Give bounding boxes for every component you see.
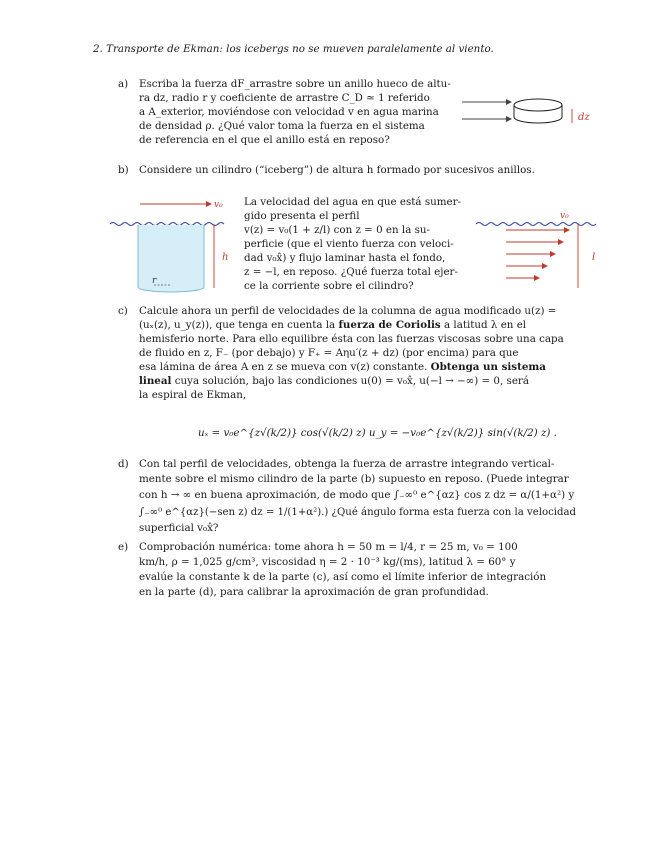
part-d-line: ∫₋∞⁰ e^{αz}(−sen z) dz = 1/(1+α²).) ¿Qué ángulo forma esta fuerza con la velocidad [139,506,577,518]
part-e-line: Comprobación numérica: tome ahora h = 50 m = l/4, r = 25 m, v₀ = 100 [139,541,518,553]
part-a-line: Escriba la fuerza dF_arrastre sobre un anillo hueco de altu- [139,78,451,90]
part-c-line [139,361,546,374]
iceberg-body [138,225,204,287]
ring-bottom [514,117,562,123]
ring-figure [462,88,602,150]
part-c-line: la espiral de Ekman, [139,389,247,401]
height-label: h [222,252,229,263]
profile-arrow-head [558,239,564,245]
part-c-line6-text: cuya solución, bajo las condiciones u(0) = v₀x̂, u(−l → −∞) = 0, será [171,375,529,387]
profile-l-label: l [592,252,596,263]
coriolis-emphasis: fuerza de Coriolis [338,319,441,331]
part-e-line: km/h, ρ = 1,025 g/cm³, viscosidad η = 2 · 10⁻³ kg/(ms), latitud λ = 60° y [139,556,516,568]
problem-title: 2. Transporte de Ekman: los icebergs no se mueven paralelamente al viento. [93,43,494,55]
part-b-intro: Considere un cilindro (“iceberg”) de altura h formado por sucesivos anillos. [139,164,535,176]
part-a-line: a A_exterior, moviéndose con velocidad v en agua marina [139,106,439,118]
flow-arrow-bottom-head [506,116,512,122]
part-a-line: ra dz, radio r y coeficiente de arrastre C_D ≃ 1 referido [139,92,430,104]
part-d-line: superficial v₀x̂? [139,522,219,534]
part-b-line: perficie (que el viento fuerza con veloci- [244,238,454,250]
part-d-tag: d) [118,458,129,470]
part-c-line2-end: a latitud λ en el [440,319,527,331]
part-b-line: ce la corriente sobre el cilindro? [244,280,414,292]
ring-top [514,99,562,111]
part-b-line: z = −l, en reposo. ¿Qué fuerza total ejer- [244,266,458,278]
profile-arrow-head [564,227,570,233]
part-c-line5-text: esa lámina de área A en z se mueva con v(z) constante. [139,361,431,373]
part-e-line: en la parte (d), para calibrar la aproximación de gran profundidad. [139,586,489,598]
profile-arrow-head [542,263,548,269]
part-c-line2-text: (uₓ(z), u_y(z)), que tenga en cuenta la [139,319,339,331]
part-d-line: con h → ∞ en buena aproximación, de modo que ∫₋∞⁰ e^{αz} cos z dz = α/(1+α²) y [139,489,575,501]
part-b-line: dad v₀x̂) y flujo laminar hasta el fondo, [244,252,446,264]
radius-label: r [152,276,157,286]
part-d-line: Con tal perfil de velocidades, obtenga la fuerza de arrastre integrando vertical- [139,458,555,470]
wind-v0-label: v₀ [214,200,223,210]
linear-emphasis: lineal [139,375,172,387]
part-b-tag: b) [118,164,129,176]
profile-arrow-head [534,275,540,281]
part-c-line: Calcule ahora un perfil de velocidades de la columna de agua modificado u(z) = [139,305,557,317]
part-c-tag: c) [118,305,128,317]
part-d-line: mente sobre el mismo cilindro de la parte (b) supuesto en reposo. (Puede integrar [139,473,569,485]
part-c-line [139,375,529,388]
profile-v0-label: v₀ [560,211,569,221]
part-b-line: gido presenta el perfil [244,210,360,222]
velocity-profile-figure [476,206,601,296]
dz-label: dz [578,112,590,123]
iceberg-figure [110,196,240,296]
system-emphasis: Obtenga un sistema [430,361,546,373]
part-e-line: evalúe la constante k de la parte (c), así como el límite inferior de integración [139,571,547,583]
part-a-tag: a) [118,78,129,90]
profile-arrow-head [550,251,556,257]
ekman-spiral-equation: uₓ = v₀e^{z√(k/2)} cos(√(k/2) z) u_y = −v₀e^{z√(k/2)} sin(√(k/2) z) . [198,427,557,439]
part-c-line [139,319,526,332]
part-b-line: v(z) = v₀(1 + z/l) con z = 0 en la su- [244,224,431,236]
part-c-line: hemisferio norte. Para ello equilibre ésta con las fuerzas viscosas sobre una capa [139,333,564,345]
part-e-tag: e) [118,541,129,553]
part-c-line: de fluido en z, F₋ (por debajo) y F₊ = Aηu′(z + dz) (por encima) para que [139,347,519,359]
part-b-line: La velocidad del agua en que está sumer- [244,196,462,208]
iceberg-base [138,287,204,292]
part-a-line: de referencia en el que el anillo está en reposo? [139,134,390,146]
part-a-line: de densidad ρ. ¿Qué valor toma la fuerza en el sistema [139,120,425,132]
flow-arrow-top-head [506,99,512,105]
wind-arrow-head [206,201,212,207]
